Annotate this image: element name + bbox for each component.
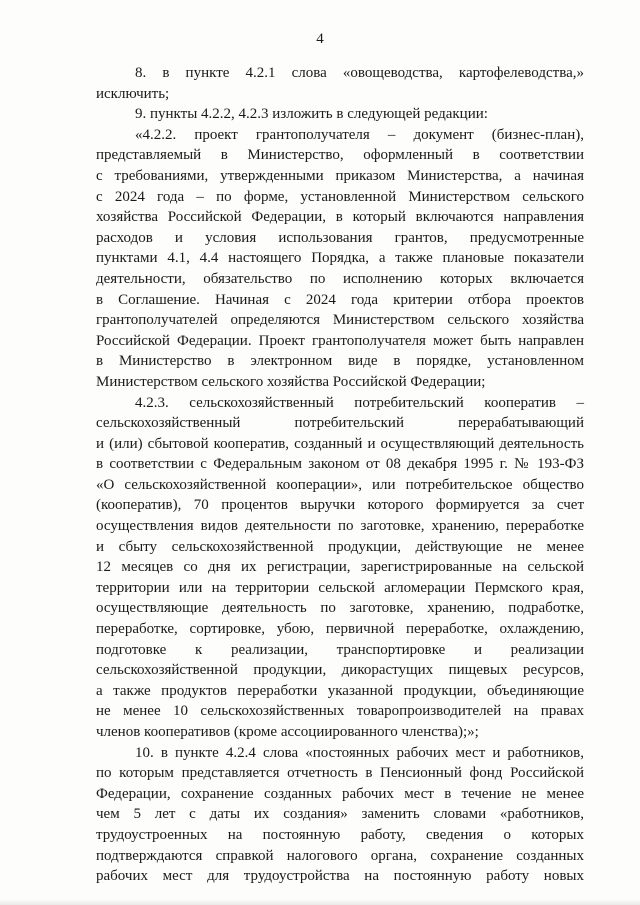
text-line: чем 5 лет с даты их создания» заменить словами «работников, <box>96 806 584 823</box>
text-line: расходов и условия использования грантов, предусмотренные <box>96 229 584 246</box>
text-line: хозяйства Российской Федерации, в который включаются направления <box>96 209 584 226</box>
text-line: представляемый в Министерство, оформленный в соответствии <box>96 147 584 164</box>
text-line: в Министерство в электронном виде в порядке, установленном <box>96 353 584 370</box>
text-line: сельскохозяйственный потребительский перерабатывающий <box>96 415 584 432</box>
text-line: а также продуктов переработки указанной продукции, объединяющие <box>96 682 584 699</box>
text-line: не менее 10 сельскохозяйственных товаропроизводителей на правах <box>96 703 584 720</box>
text-line: по которым представляется отчетность в Пенсионный фонд Российской <box>96 765 584 782</box>
text-line: подготовке к реализации, транспортировке и реализации <box>96 641 584 658</box>
text-line: осуществления видов деятельности по заготовке, хранению, переработке <box>96 518 584 535</box>
paragraph <box>96 125 584 393</box>
scan-bottom-edge <box>0 899 640 905</box>
text-line: исключить; <box>96 85 170 102</box>
text-line: Российской Федерации. Проект грантополучателя может быть направлен <box>96 332 584 349</box>
paragraph <box>96 743 584 887</box>
text-line: 4.2.3. сельскохозяйственный потребительский кооператив – <box>135 394 584 411</box>
text-line: 8. в пункте 4.2.1 слова «овощеводства, картофелеводства,» <box>135 65 584 81</box>
text-line: переработке, сортировке, убою, первичной переработке, охлаждению, <box>96 621 584 638</box>
text-line: подтверждаются справкой налогового органа, сохранение созданных <box>96 847 584 864</box>
page-number: 4 <box>316 31 324 47</box>
text-line: и (или) сбытовой кооператив, созданный и осуществляющий деятельность <box>96 435 584 452</box>
text-line: грантополучателей определяются Министерством сельского хозяйства <box>96 312 584 329</box>
text-line: (кооператив), 70 процентов выручки которого формируется за счет <box>96 497 584 514</box>
text-line: сельскохозяйственной продукции, дикорастущих пищевых ресурсов, <box>96 662 584 679</box>
paragraph <box>96 63 584 104</box>
text-line: Федерации, сохранение созданных рабочих мест в течение не менее <box>96 785 584 802</box>
text-line: трудоустроенных на постоянную работу, сведения о которых <box>96 826 584 843</box>
text-line: с 2024 года – по форме, установленной Министерством сельского <box>96 188 584 205</box>
text-line: Министерством сельского хозяйства Российской Федерации; <box>96 373 486 390</box>
text-line: 10. в пункте 4.2.4 слова «постоянных рабочих мест и работников, <box>135 744 584 761</box>
text-line: 12 месяцев со дня их регистрации, зарегистрированные на сельской <box>96 559 584 576</box>
text-line: пунктами 4.1, 4.4 настоящего Порядка, а также плановые показатели <box>96 250 584 267</box>
text-line: территории или на территории сельской агломерации Пермского края, <box>96 579 584 596</box>
text-line: рабочих мест для трудоустройства на постоянную работу новых <box>96 868 584 885</box>
text-line: деятельности, обязательство по исполнению которых включается <box>96 270 584 287</box>
text-line: в Соглашение. Начиная с 2024 года критерии отбора проектов <box>96 291 584 308</box>
text-line: осуществляющие деятельность по заготовке, хранению, подработке, <box>96 600 584 617</box>
text-line: «О сельскохозяйственной кооперации», или потребительское общество <box>96 476 584 493</box>
paragraph <box>96 104 584 125</box>
document-body <box>96 63 584 887</box>
text-line: и сбыту сельскохозяйственной продукции, действующие не менее <box>96 538 584 555</box>
text-line: с требованиями, утвержденными приказом Министерства, а начиная <box>96 167 584 184</box>
text-line: членов кооперативов (кроме ассоциированного членства);»; <box>96 724 479 740</box>
text-line: в соответствии с Федеральным законом от 08 декабря 1995 г. № 193-ФЗ <box>96 456 584 473</box>
paragraph <box>96 393 584 743</box>
text-line: «4.2.2. проект грантополучателя – документ (бизнес-план), <box>135 126 584 143</box>
text-line: 9. пункты 4.2.2, 4.2.3 изложить в следующей редакции: <box>135 106 488 123</box>
